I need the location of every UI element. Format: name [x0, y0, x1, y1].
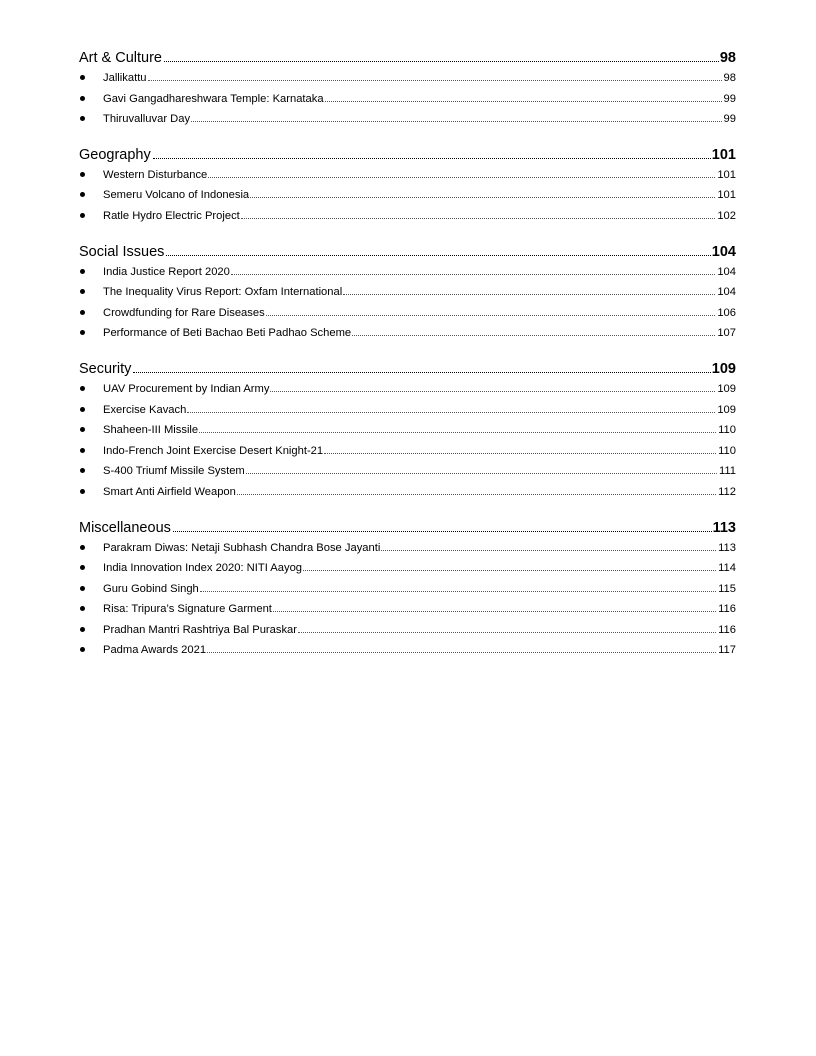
entry-title: Indo-French Joint Exercise Desert Knight-21: [103, 444, 324, 457]
toc-entry[interactable]: [79, 624, 736, 645]
entry-page-number: 99: [723, 113, 736, 126]
entry-page-number: 101: [717, 189, 736, 202]
entry-title: Ratle Hydro Electric Project: [103, 209, 240, 222]
toc-entry[interactable]: [79, 169, 736, 190]
toc-entry[interactable]: [79, 445, 736, 466]
entry-title: Pradhan Mantri Rashtriya Bal Puraskar: [103, 623, 298, 636]
toc-entry[interactable]: [79, 562, 736, 583]
entry-title: Guru Gobind Singh: [103, 582, 199, 595]
entry-page-number: 109: [717, 382, 736, 395]
toc-entry[interactable]: [79, 404, 736, 425]
toc-entry[interactable]: [79, 486, 736, 507]
toc-section: [79, 244, 736, 348]
entry-page-number: 104: [717, 265, 736, 278]
entry-page-number: 114: [718, 562, 736, 575]
entry-page-number: 110: [718, 424, 736, 437]
toc-entry[interactable]: [79, 266, 736, 287]
toc-entry[interactable]: [79, 327, 736, 348]
entry-page-number: 112: [718, 485, 736, 498]
dot-leader: [237, 494, 716, 495]
section-title: Security: [79, 360, 132, 377]
dot-leader: [298, 632, 716, 633]
dot-leader: [200, 591, 716, 592]
dot-leader: [273, 611, 716, 612]
dot-leader: [241, 218, 716, 219]
entry-title: Semeru Volcano of Indonesia: [103, 189, 250, 202]
entry-page-number: 102: [717, 209, 736, 222]
dot-leader: [153, 158, 711, 159]
entry-page-number: 109: [717, 403, 736, 416]
dot-leader: [148, 80, 722, 81]
dot-leader: [343, 294, 715, 295]
dot-leader: [164, 61, 719, 62]
entry-title: Exercise Kavach: [103, 403, 187, 416]
toc-entry[interactable]: [79, 93, 736, 114]
entry-title: India Innovation Index 2020: NITI Aayog: [103, 562, 303, 575]
entry-page-number: 98: [723, 72, 736, 84]
dot-leader: [266, 315, 716, 316]
dot-leader: [166, 255, 710, 256]
section-page-number: 113: [712, 519, 736, 536]
toc-entry[interactable]: [79, 644, 736, 665]
entry-page-number: 106: [717, 306, 736, 319]
entry-title: S-400 Triumf Missile System: [103, 465, 245, 478]
entry-title: Padma Awards 2021: [103, 644, 207, 657]
dot-leader: [270, 391, 715, 392]
toc-entry[interactable]: [79, 210, 736, 231]
toc-entry[interactable]: [79, 424, 736, 445]
entry-title: Gavi Gangadhareshwara Temple: Karnataka: [103, 92, 324, 105]
entry-title: Performance of Beti Bachao Beti Padhao Scheme: [103, 327, 352, 340]
section-title: Art & Culture: [79, 50, 162, 66]
section-title: Geography: [79, 146, 151, 163]
entry-title: Crowdfunding for Rare Diseases: [103, 306, 265, 319]
dot-leader: [191, 121, 722, 122]
dot-leader: [325, 101, 722, 102]
entry-page-number: 113: [718, 541, 736, 554]
entry-page-number: 116: [718, 603, 736, 616]
toc-entry[interactable]: [79, 583, 736, 604]
entry-page-number: 111: [718, 465, 736, 478]
entry-page-number: 99: [723, 92, 736, 105]
toc-entry[interactable]: [79, 72, 736, 93]
entry-page-number: 116: [718, 623, 736, 636]
dot-leader: [250, 197, 715, 198]
section-heading[interactable]: [79, 50, 736, 72]
toc-entry[interactable]: [79, 113, 736, 134]
toc-section: [79, 50, 736, 134]
dot-leader: [352, 335, 715, 336]
entry-title: Thiruvalluvar Day: [103, 113, 191, 126]
dot-leader: [303, 570, 716, 571]
entry-title: Jallikattu: [103, 72, 147, 84]
section-heading[interactable]: [79, 520, 736, 542]
section-title: Social Issues: [79, 243, 165, 260]
toc-section: [79, 361, 736, 507]
dot-leader: [208, 177, 715, 178]
dot-leader: [324, 453, 716, 454]
entry-title: Shaheen-III Missile: [103, 424, 199, 437]
entry-page-number: 115: [718, 582, 736, 595]
entry-title: India Justice Report 2020: [103, 265, 230, 278]
toc-entry[interactable]: [79, 286, 736, 307]
toc-entry[interactable]: [79, 603, 736, 624]
section-page-number: 104: [711, 243, 736, 260]
entry-title: The Inequality Virus Report: Oxfam International: [103, 286, 343, 299]
toc-entry[interactable]: [79, 383, 736, 404]
entry-page-number: 101: [717, 168, 736, 181]
section-page-number: 109: [711, 360, 736, 377]
dot-leader: [231, 274, 715, 275]
entry-title: Smart Anti Airfield Weapon: [103, 485, 236, 498]
toc-entry[interactable]: [79, 189, 736, 210]
dot-leader: [187, 412, 715, 413]
dot-leader: [246, 473, 717, 474]
entry-page-number: 107: [717, 327, 736, 340]
section-heading[interactable]: [79, 244, 736, 266]
entry-title: Western Disturbance: [103, 168, 208, 181]
table-of-contents: [79, 50, 736, 678]
toc-entry[interactable]: [79, 465, 736, 486]
dot-leader: [207, 652, 716, 653]
dot-leader: [173, 531, 712, 532]
toc-section: [79, 147, 736, 231]
section-heading[interactable]: [79, 361, 736, 383]
section-heading[interactable]: [79, 147, 736, 169]
dot-leader: [381, 550, 716, 551]
section-page-number: 101: [711, 146, 736, 163]
entry-title: Parakram Diwas: Netaji Subhash Chandra Bose Jayanti: [103, 541, 381, 554]
toc-entry[interactable]: [79, 542, 736, 563]
entry-title: UAV Procurement by Indian Army: [103, 382, 270, 395]
toc-section: [79, 520, 736, 666]
dot-leader: [133, 372, 710, 373]
toc-entry[interactable]: [79, 307, 736, 328]
dot-leader: [199, 432, 716, 433]
section-page-number: 98: [719, 50, 736, 66]
entry-page-number: 110: [718, 444, 736, 457]
entry-title: Risa: Tripura’s Signature Garment: [103, 603, 272, 616]
entry-page-number: 117: [718, 644, 736, 657]
entry-page-number: 104: [717, 286, 736, 299]
section-title: Miscellaneous: [79, 519, 171, 536]
